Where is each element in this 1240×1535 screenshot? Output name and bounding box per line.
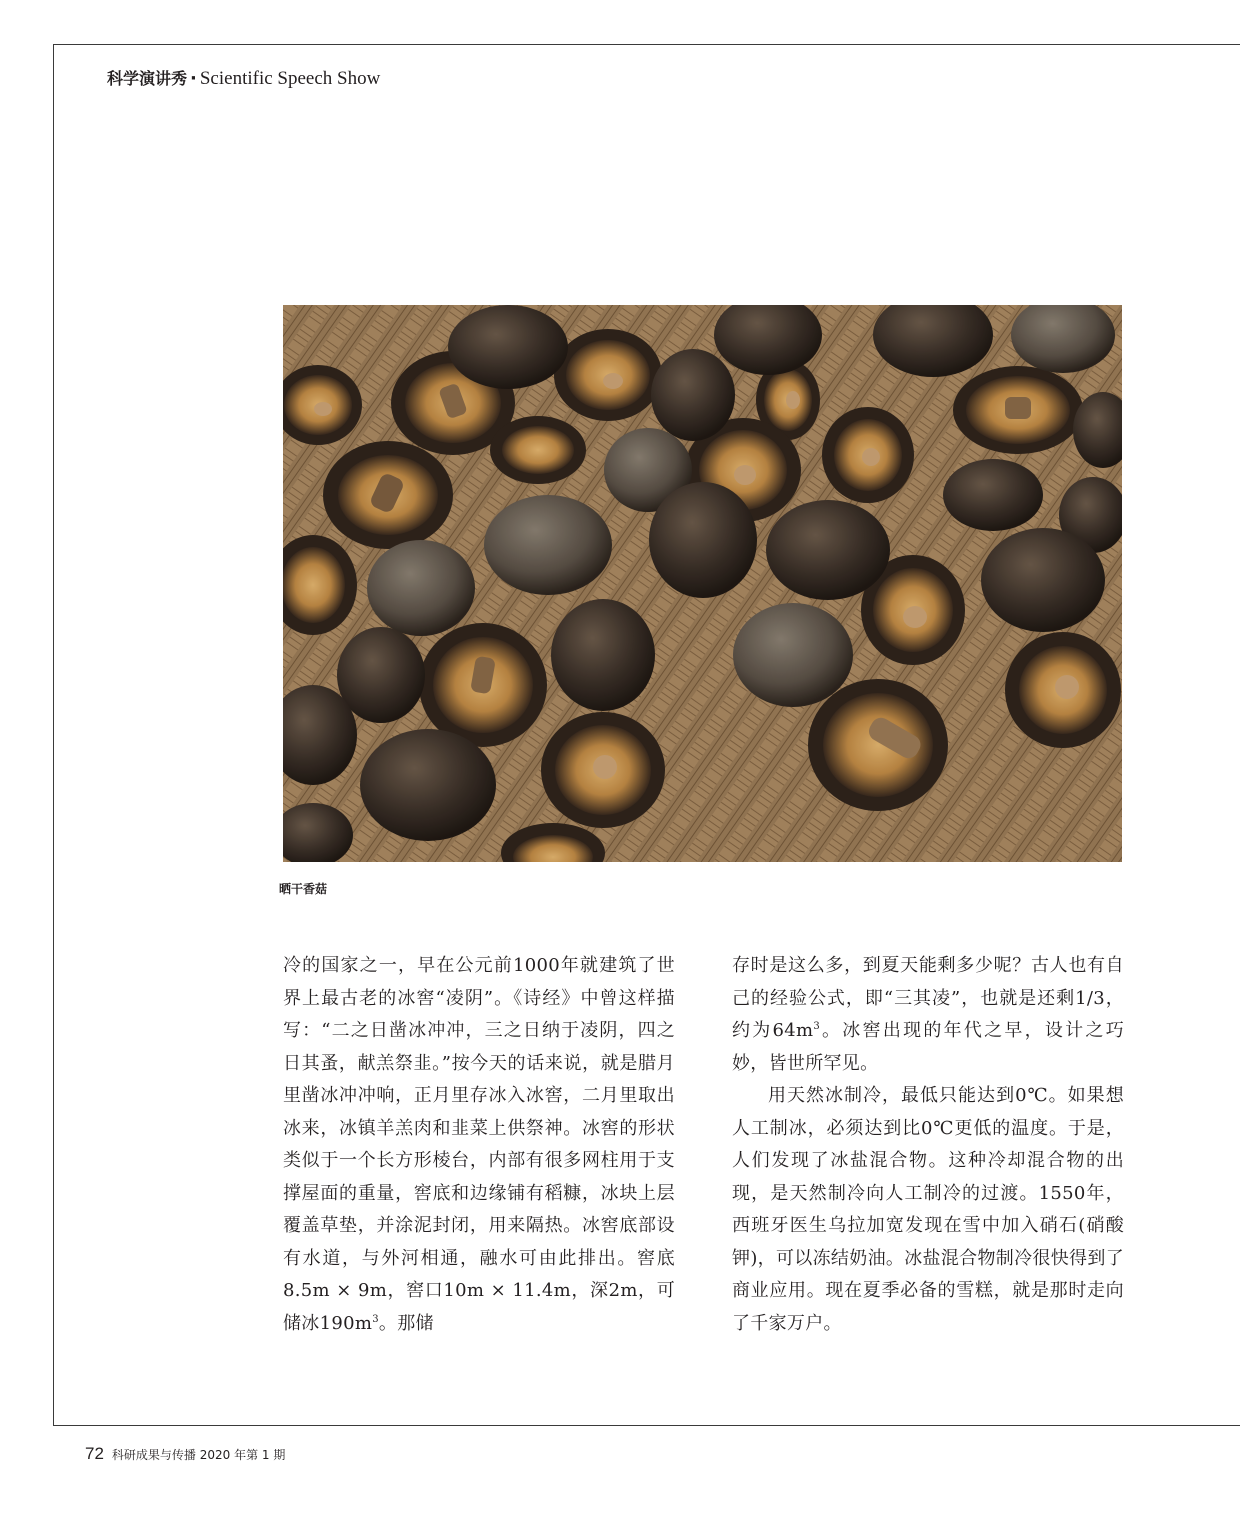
column-name-zh: 科学演讲秀 [107,69,188,88]
frame-top-rule [53,44,1240,45]
body-paragraph: 冷的国家之一，早在公元前1000年就建筑了世界上最古老的冰窖“凌阴”。《诗经》中曾这样描写：“二之日凿冰冲冲，三之日纳于凌阴，四之日其蚤，献羔祭韭。”按今天的话来说，就是腊月里凿冰冲冲响，正月里存冰入冰窖，二月里取出冰来，冰镇羊羔肉和韭菜上供祭神。冰窖的形状类似于一个长方形棱台，内部有很多网柱用于支撑屋面的重量，窖底和边缘铺有稻糠，冰块上层覆盖草垫，并涂泥封闭，用来隔热。冰窖底部设有水道，与外河相通，融水可由此排出。窖底8.5m × 9m，窖口10m × 11.4m，深2m，可储冰$190m^3$。那储 [283,955,675,1334]
body-column-left [283,950,675,1340]
body-paragraph: 存时是这么多，到夏天能剩多少呢？古人也有自己的经验公式，即“三其凌”，也就是还剩1/3，约为$64m^3$。冰窖出现的年代之早，设计之巧妙，皆世所罕见。 [732,955,1124,1074]
column-name-en: Scientific Speech Show [199,68,381,89]
frame-left-rule [53,44,54,1426]
body-paragraph: 用天然冰制冷，最低只能达到0℃。如果想人工制冰，必须达到比0℃更低的温度。于是，人们发现了冰盐混合物。这种冷却混合物的出现，是天然制冷向人工制冷的过渡。1550年，西班牙医生乌拉加宽发现在雪中加入硝石(硝酸钾)，可以冻结奶油。冰盐混合物制冷很快得到了商业应用。现在夏季必备的雪糕，就是那时走向了千家万户。 [732,1085,1124,1334]
running-head [107,66,380,90]
header-separator: · [190,68,197,89]
frame-bottom-rule [53,1425,1240,1426]
journal-issue: 科研成果与传播 2020 年第 1 期 [111,1448,286,1462]
dried-shiitake-photo [283,305,1122,862]
page-footer [85,1444,285,1464]
page-number: 72 [85,1444,104,1463]
figure-caption: 晒干香菇 [279,882,328,896]
body-column-right [732,950,1124,1340]
